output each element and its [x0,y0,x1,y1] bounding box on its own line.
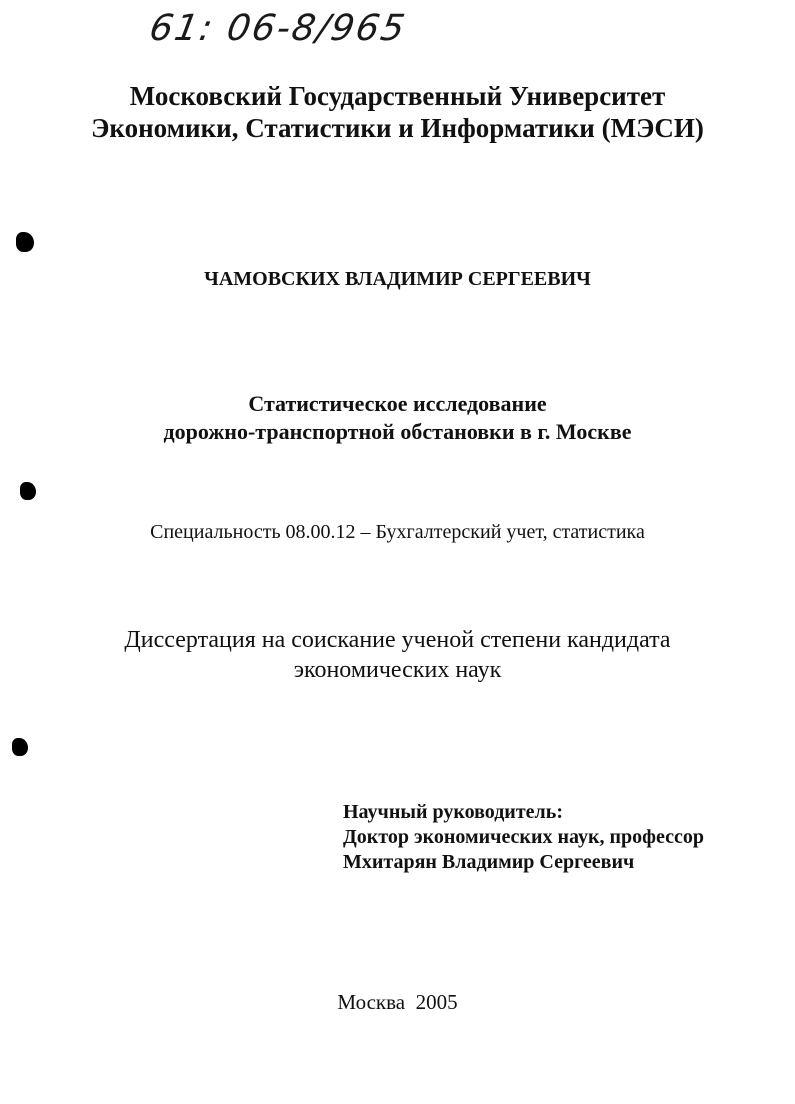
title-line-1: Статистическое исследование [248,391,547,416]
dissertation-title [0,390,795,446]
advisor-label: Научный руководитель: [343,801,563,823]
university-line-2: Экономики, Статистики и Информатики (МЭСИ) [91,113,704,143]
degree-line-1: Диссертация на соискание ученой степени кандидата [124,627,671,653]
degree-statement [0,625,795,685]
binding-hole-mark-3 [12,738,28,756]
author-name: ЧАМОВСКИХ ВЛАДИМИР СЕРГЕЕВИЧ [204,268,591,290]
advisor-name: Мхитарян Владимир Сергеевич [343,851,635,873]
archive-code: 61: 06-8/965 [146,8,410,49]
advisor-degree: Доктор экономических наук, профессор [343,826,704,848]
binding-hole-mark-2 [20,482,36,500]
university-name [0,80,795,144]
university-line-1: Московский Государственный Университет [129,81,666,111]
specialty: Специальность 08.00.12 – Бухгалтерский учет, статистика [150,521,645,543]
title-line-2: дорожно-транспортной обстановки в г. Москве [163,419,632,444]
degree-line-2: экономических наук [293,657,502,683]
advisor-block [343,800,704,875]
binding-hole-mark-1 [16,232,34,252]
city-year: Москва 2005 [337,990,458,1014]
